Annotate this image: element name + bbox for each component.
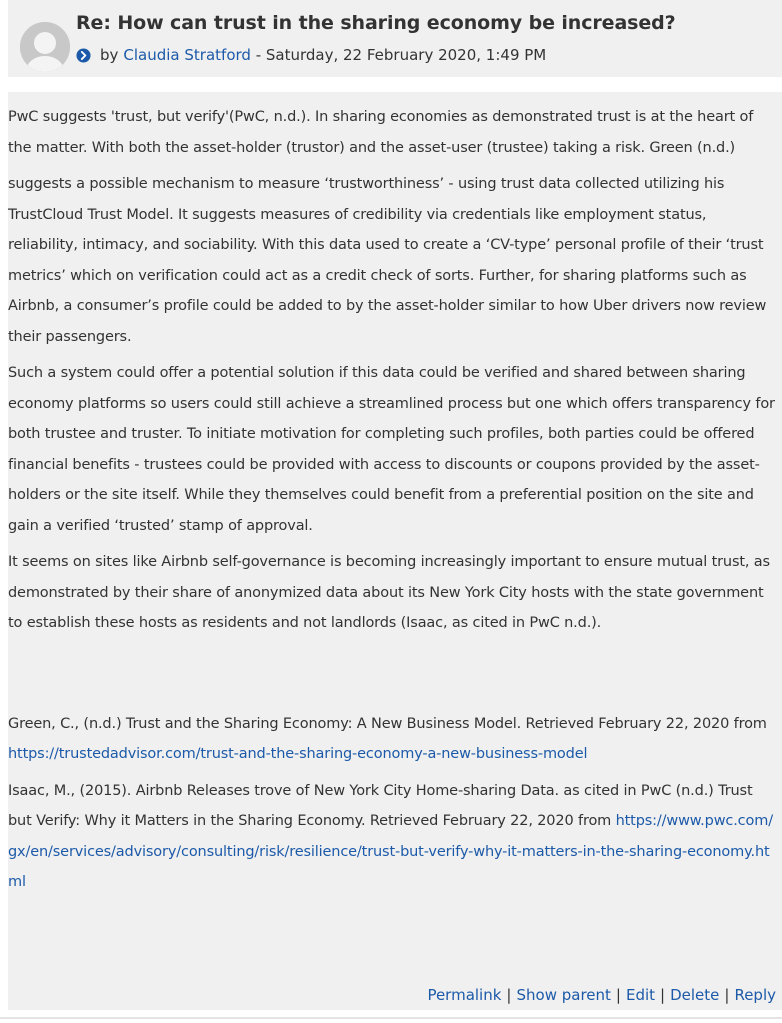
post-paragraph-1: PwC suggests 'trust, but verify'(PwC, n.d.). In sharing economies as demonstrated trust is at the heart of the matter. With both the asset-holder (trustor) and the asset-user (trustee) taking a risk. Green (n.d.) (8, 109, 754, 156)
post-paragraph-3: Such a system could offer a potential solution if this data could be verified and shared between sharing economy platforms so users could still achieve a streamlined process but one which offers transparency for both trustee and truster. To initiate motivation for completing such profiles, both parties could be offered financial benefits - trustees could be provided with access to discounts or coupons provided by the asset-holders or the site itself. While they themselves could benefit from a preferential position on the site and gain a verified ‘trusted’ stamp of approval. (8, 365, 775, 534)
post-subject: Re: How can trust in the sharing economy be increased? (76, 12, 676, 34)
post-header (8, 0, 782, 77)
post-commands (427, 986, 776, 1004)
show-parent-link[interactable]: Show parent (516, 986, 611, 1004)
post-byline (76, 46, 546, 64)
post-content (8, 92, 782, 898)
byline-by-label: by (100, 46, 119, 64)
author-avatar[interactable] (20, 22, 70, 72)
post-divider (0, 1017, 782, 1019)
post-paragraph-2: suggests a possible mechanism to measure ‘trustworthiness’ - using trust data collected utilizing his TrustCloud Trust Model. It suggests measures of credibility via credentials like employment status, reliability, intimacy, and sociability. With this data used to create a ‘CV-type’ personal profile of their ‘trust metrics’ which on verification could act as a credit check of sorts. Further, for sharing platforms such as Airbnb, a consumer’s profile could be added to by the asset-holder similar to how Uber drivers now review their passengers. (8, 176, 767, 345)
author-link[interactable]: Claudia Stratford (123, 46, 251, 64)
delete-link[interactable]: Delete (670, 986, 720, 1004)
arrow-circle-right-icon (76, 48, 91, 63)
reference-1-link[interactable]: https://trustedadvisor.com/trust-and-the-sharing-economy-a-new-business-model (8, 746, 588, 762)
command-separator: | (506, 986, 512, 1004)
command-separator: | (660, 986, 666, 1004)
reference-1-text: Green, C., (n.d.) Trust and the Sharing Economy: A New Business Model. Retrieved February 22, 2020 from (8, 715, 767, 732)
post-paragraph-4: It seems on sites like Airbnb self-governance is becoming increasingly important to ensure mutual trust, as demonstrated by their share of anonymized data about its New York City hosts with the state government to establish these hosts as residents and not landlords (Isaac, as cited in PwC n.d.). (8, 554, 770, 631)
post-body (8, 92, 782, 1010)
reference-2 (8, 776, 782, 898)
post-date: - Saturday, 22 February 2020, 1:49 PM (250, 46, 547, 64)
user-avatar-icon (20, 22, 70, 72)
edit-link[interactable]: Edit (625, 986, 656, 1004)
reference-1 (8, 709, 782, 770)
reference-2-text: Isaac, M., (2015). Airbnb Releases trove of New York City Home-sharing Data. as cited in PwC (n.d.) Trust but Verify: Why it Matters in the Sharing Economy. Retrieved February 22, 2020 from (8, 782, 753, 829)
reply-link[interactable]: Reply (734, 986, 776, 1004)
content-spacer (8, 645, 782, 709)
command-separator: | (724, 986, 730, 1004)
reference-2-link[interactable]: https://www.pwc.com/gx/en/services/advisory/consulting/risk/resilience/trust-but-verify-why-it-matters-in-the-sharing-economy.html (8, 813, 773, 890)
command-separator: | (615, 986, 621, 1004)
permalink-link[interactable]: Permalink (427, 986, 502, 1004)
